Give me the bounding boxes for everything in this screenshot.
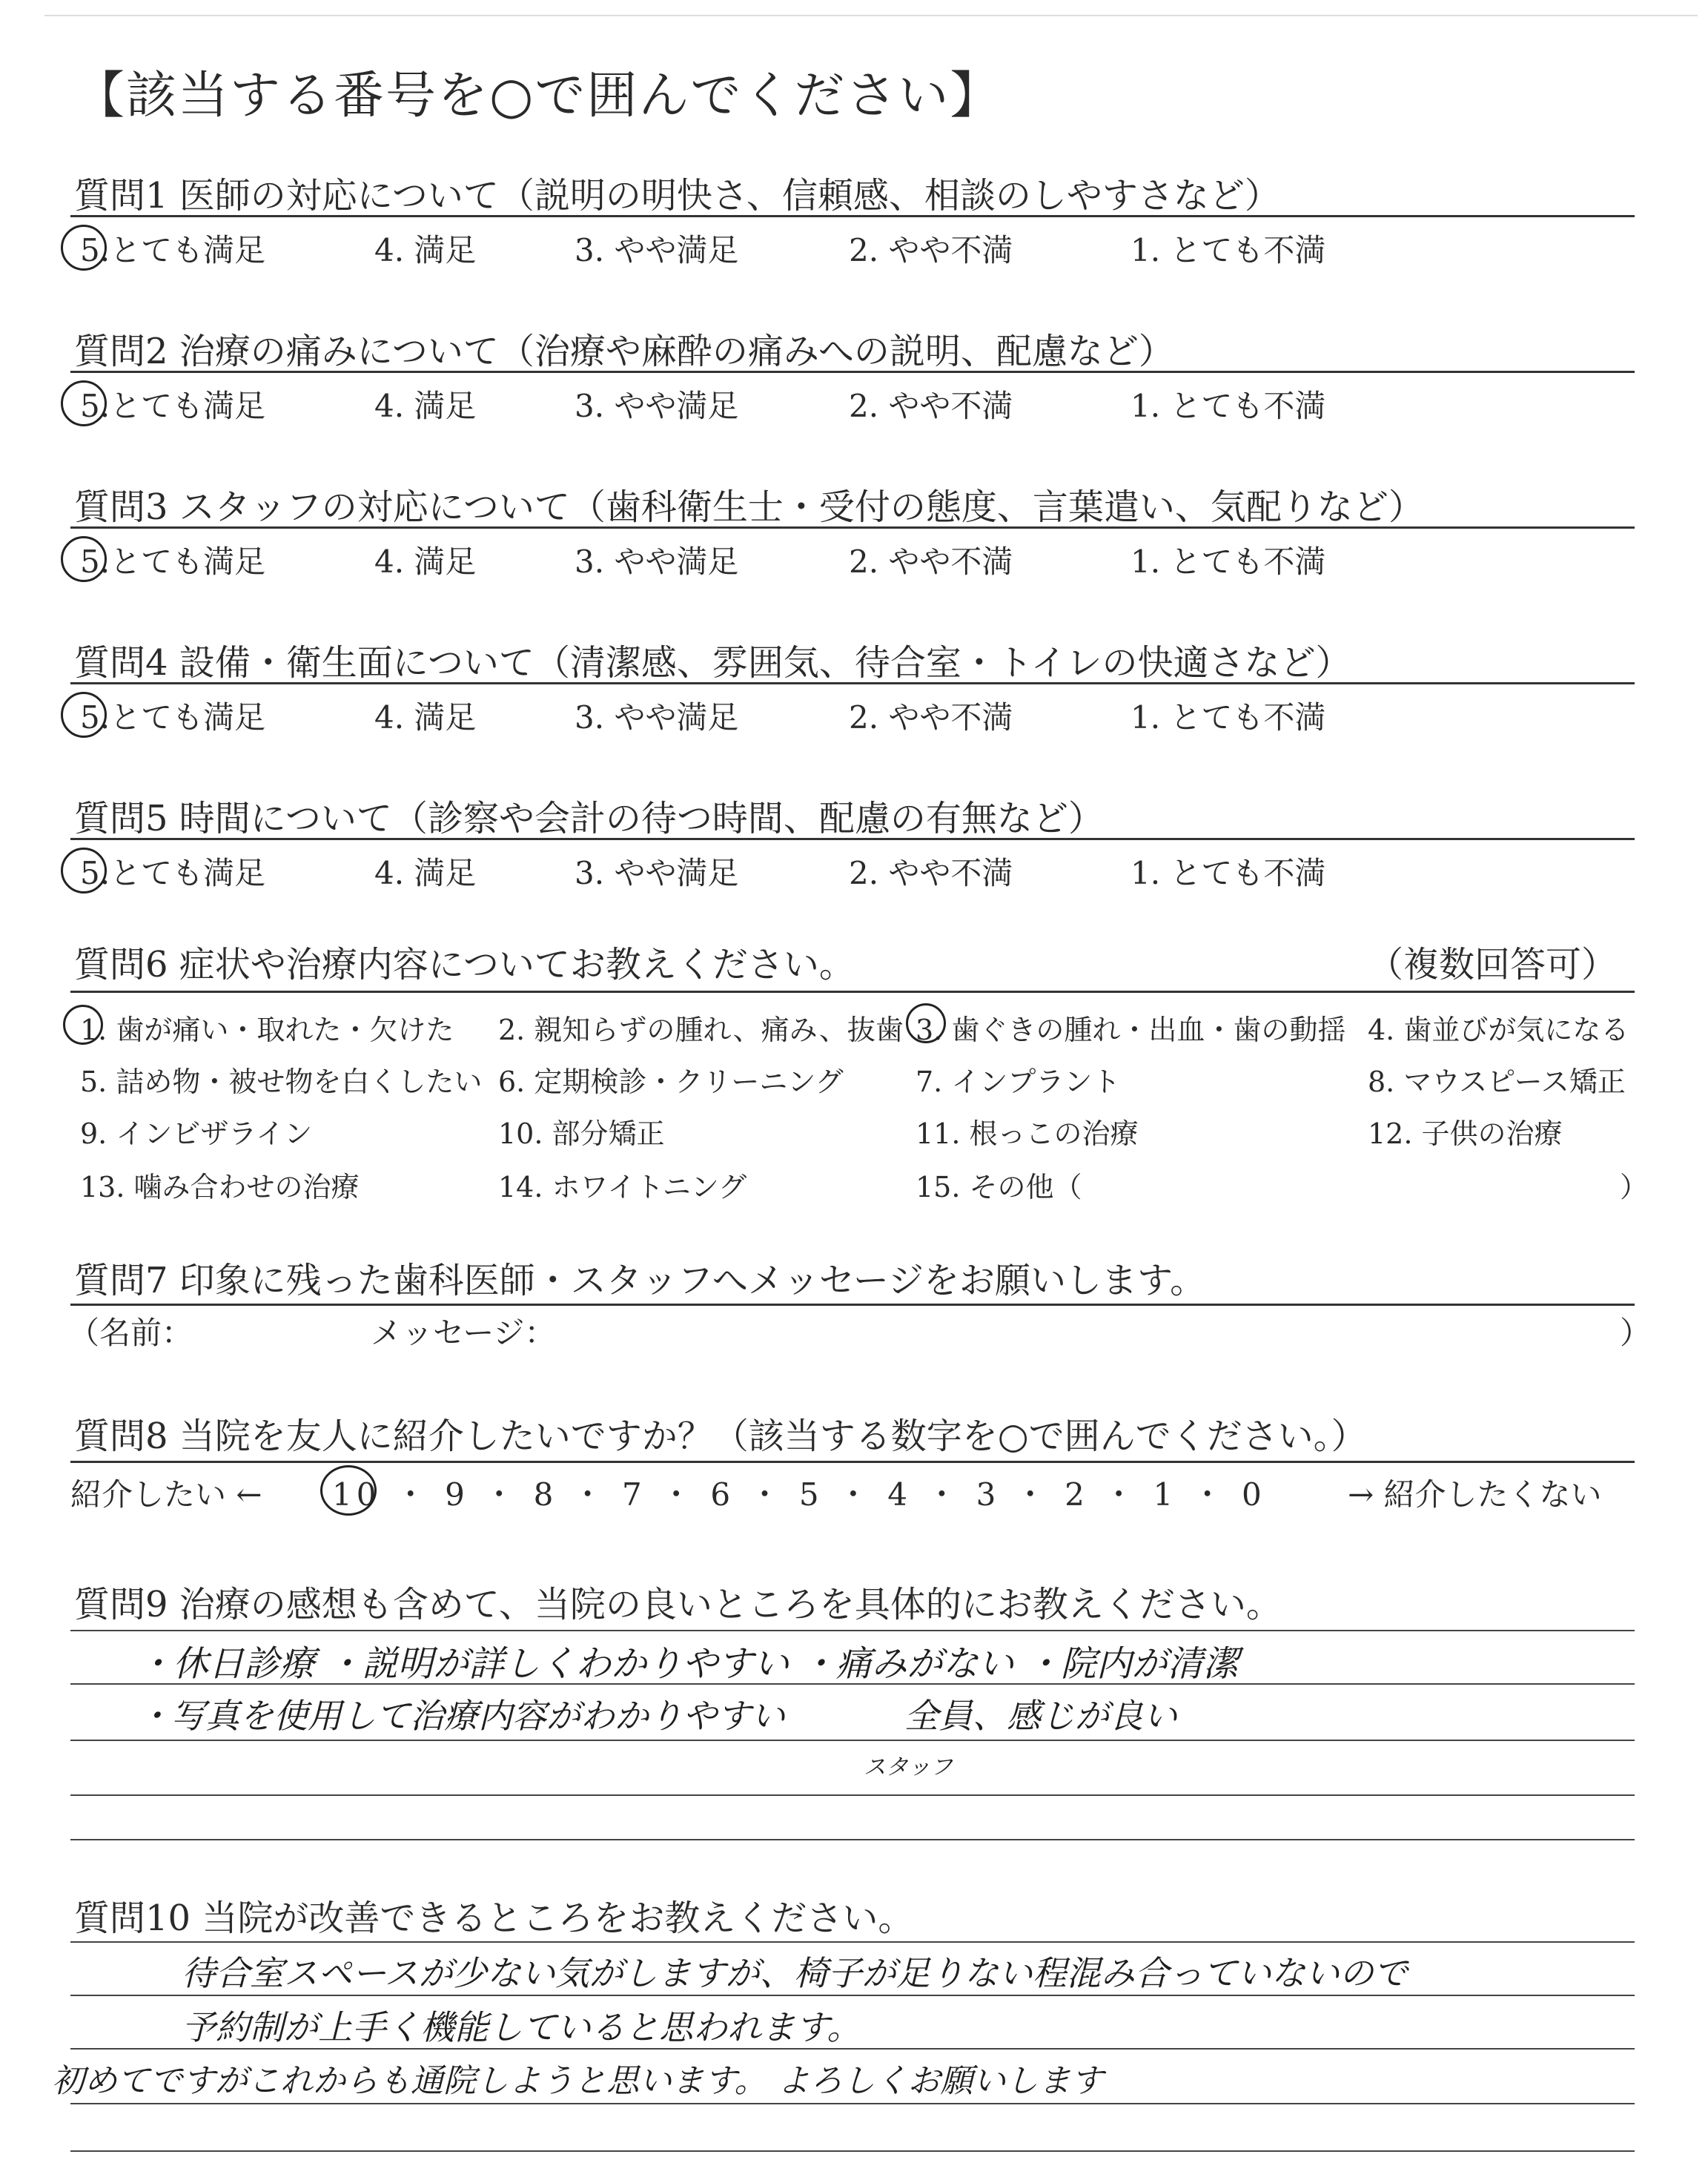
- q7-name-label: （名前：: [68, 1315, 193, 1351]
- q10-handwritten-line-1: 待合室スペースが少ない気がしますが、椅子が足りない程混み合っていないので: [182, 1953, 1408, 1993]
- q3-label: 質問3 スタッフの対応について（歯科衛生士・受付の態度、言葉遣い、気配りなど）: [74, 486, 1424, 528]
- q4-option-2[interactable]: 2. やや不満: [849, 699, 1013, 736]
- q9-rule-1: [70, 1630, 1635, 1631]
- q10-rule-1: [70, 1941, 1635, 1943]
- q6-option-1[interactable]: 1. 歯が痛い・取れた・欠けた: [80, 1014, 454, 1046]
- q9-handwritten-line-2: ・写真を使用して治療内容がわかりやすい: [137, 1696, 785, 1736]
- q2-option-3[interactable]: 3. やや満足: [575, 388, 739, 424]
- page-title: 【該当する番号を○で囲んでください】: [74, 67, 1002, 125]
- q4-option-5[interactable]: 5.とても満足: [80, 699, 266, 736]
- q9-rule-4: [70, 1794, 1635, 1796]
- q1-option-5[interactable]: 5.とても満足: [80, 232, 266, 268]
- q5-option-1[interactable]: 1. とても不満: [1131, 855, 1326, 891]
- q5-option-3[interactable]: 3. やや満足: [575, 855, 739, 891]
- q8-right-label: → 紹介したくない: [1348, 1476, 1602, 1513]
- q5-rule: [70, 838, 1635, 840]
- q6-option-10[interactable]: 10. 部分矯正: [498, 1117, 665, 1150]
- q6-rule: [70, 991, 1635, 993]
- q2-option-4[interactable]: 4. 満足: [374, 388, 477, 424]
- q3-option-5[interactable]: 5.とても満足: [80, 544, 266, 580]
- q3-selection-circle: [61, 536, 107, 582]
- q2-label: 質問2 治療の痛みについて（治療や麻酔の痛みへの説明、配慮など）: [74, 331, 1174, 372]
- q2-rule: [70, 371, 1635, 373]
- q5-label: 質問5 時間について（診察や会計の待つ時間、配慮の有無など）: [74, 798, 1104, 839]
- q1-option-2[interactable]: 2. やや不満: [849, 232, 1013, 268]
- q7-message-label: メッセージ：: [371, 1315, 556, 1351]
- q2-option-2[interactable]: 2. やや不満: [849, 388, 1013, 424]
- q4-selection-circle: [61, 692, 107, 738]
- q2-selection-circle: [61, 380, 107, 426]
- q6-option-13[interactable]: 13. 噛み合わせの治療: [80, 1171, 360, 1203]
- q8-selection-circle: [320, 1465, 377, 1516]
- q1-rule: [70, 215, 1635, 217]
- q5-selection-circle: [61, 848, 107, 894]
- q7-label: 質問7 印象に残った歯科医師・スタッフへメッセージをお願いします。: [74, 1260, 1206, 1301]
- q4-option-3[interactable]: 3. やや満足: [575, 699, 739, 736]
- q6-option-9[interactable]: 9. インビザライン: [80, 1117, 313, 1150]
- q8-label: 質問8 当院を友人に紹介したいですか？（該当する数字を○で囲んでください。）: [74, 1416, 1367, 1457]
- q7-close: ）: [1620, 1315, 1652, 1351]
- q4-rule: [70, 682, 1635, 684]
- q10-label: 質問10 当院が改善できるところをお教えください。: [74, 1898, 914, 1939]
- q6-option-5[interactable]: 5. 詰め物・被せ物を白くしたい: [80, 1066, 483, 1098]
- q6-option-14[interactable]: 14. ホワイトニング: [498, 1171, 747, 1203]
- q6-label: 質問6 症状や治療内容についてお教えください。: [74, 944, 855, 985]
- q6-option-4[interactable]: 4. 歯並びが気になる: [1368, 1014, 1629, 1046]
- q1-option-4[interactable]: 4. 満足: [374, 232, 477, 268]
- q6-option-11[interactable]: 11. 根っこの治療: [916, 1117, 1139, 1150]
- q2-option-1[interactable]: 1. とても不満: [1131, 388, 1326, 424]
- q6-selection-circle-1: [63, 1005, 103, 1045]
- q10-handwritten-line-2: 予約制が上手く機能していると思われます。: [182, 2007, 861, 2047]
- q3-option-4[interactable]: 4. 満足: [374, 544, 477, 580]
- q8-left-label: 紹介したい ←: [70, 1476, 262, 1513]
- q1-selection-circle: [61, 225, 107, 271]
- q6-option-8[interactable]: 8. マウスピース矯正: [1368, 1066, 1626, 1098]
- q9-handwritten-insert: スタッフ: [864, 1754, 953, 1780]
- q4-option-1[interactable]: 1. とても不満: [1131, 699, 1326, 736]
- q10-rule-4: [70, 2103, 1635, 2104]
- q3-option-1[interactable]: 1. とても不満: [1131, 544, 1326, 580]
- q5-option-4[interactable]: 4. 満足: [374, 855, 477, 891]
- q5-option-2[interactable]: 2. やや不満: [849, 855, 1013, 891]
- q2-option-5[interactable]: 5.とても満足: [80, 388, 266, 424]
- q6-option-7[interactable]: 7. インプラント: [916, 1066, 1121, 1098]
- q4-option-4[interactable]: 4. 満足: [374, 699, 477, 736]
- q8-rule: [70, 1461, 1635, 1463]
- q9-rule-3: [70, 1740, 1635, 1741]
- q7-rule: [70, 1304, 1635, 1306]
- q6-note: （複数回答可）: [1368, 944, 1618, 985]
- q1-option-1[interactable]: 1. とても不満: [1131, 232, 1326, 268]
- q6-option-12[interactable]: 12. 子供の治療: [1368, 1117, 1563, 1150]
- q1-label: 質問1 医師の対応について（説明の明快さ、信頼感、相談のしやすさなど）: [74, 175, 1280, 217]
- q3-option-3[interactable]: 3. やや満足: [575, 544, 739, 580]
- q10-handwritten-line-3: 初めてですがこれからも通院しようと思います。 よろしくお願いします: [52, 2062, 1104, 2100]
- q6-selection-circle-2: [906, 1003, 946, 1043]
- q3-option-2[interactable]: 2. やや不満: [849, 544, 1013, 580]
- q9-handwritten-line-1: ・休日診療 ・説明が詳しくわかりやすい ・痛みがない ・院内が清潔: [137, 1643, 1239, 1685]
- q6-option-6[interactable]: 6. 定期検診・クリーニング: [498, 1066, 844, 1098]
- q6-option-15[interactable]: 15. その他（: [916, 1171, 1082, 1203]
- q8-scale: 10 ・ 9 ・ 8 ・ 7 ・ 6 ・ 5 ・ 4 ・ 3 ・ 2 ・ 1 ・ 0: [332, 1476, 1266, 1513]
- q6-option-3[interactable]: 3. 歯ぐきの腫れ・出血・歯の動揺: [916, 1014, 1346, 1046]
- q3-rule: [70, 526, 1635, 529]
- q4-label: 質問4 設備・衛生面について（清潔感、雰囲気、待合室・トイレの快適さなど）: [74, 642, 1351, 684]
- q1-option-3[interactable]: 3. やや満足: [575, 232, 739, 268]
- q9-rule-5: [70, 1839, 1635, 1840]
- q6-option-2[interactable]: 2. 親知らずの腫れ、痛み、抜歯: [498, 1014, 904, 1046]
- q5-option-5[interactable]: 5.とても満足: [80, 855, 266, 891]
- q9-handwritten-line-2b: 全員、感じが良い: [904, 1696, 1177, 1736]
- q9-label: 質問9 治療の感想も含めて、当院の良いところを具体的にお教えください。: [74, 1584, 1282, 1625]
- scan-top-edge: [44, 15, 1698, 16]
- q10-rule-5: [70, 2150, 1635, 2152]
- q6-other-close: ）: [1620, 1171, 1649, 1203]
